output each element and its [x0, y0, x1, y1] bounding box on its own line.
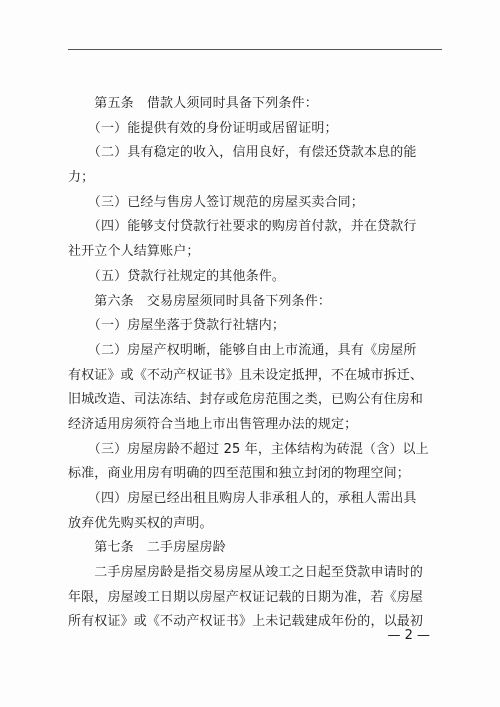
text-line: 二手房屋房龄是指交易房屋从竣工之日起至贷款申请时的 [68, 565, 424, 581]
text-line: （三）已经与售房人签订规范的房屋买卖合同； [68, 194, 364, 210]
text-line: 年限，房屋竣工日期以房屋产权证记载的日期为准，若《房屋 [68, 589, 424, 605]
header-rule [68, 49, 442, 50]
page-number: — 2 — [387, 628, 430, 643]
text-line: （一）房屋坐落于贷款行社辖内； [68, 318, 286, 334]
text-line: （四）房屋已经出租且购房人非承租人的，承租人需出具 [68, 491, 417, 506]
text-line: 经济适用房须符合当地上市出售管理办法的规定； [68, 416, 358, 432]
text-line: （二）具有稳定的收入，信用良好，有偿还贷款本息的能 [68, 145, 417, 161]
text-line: 第五条 借款人须同时具备下列条件： [68, 96, 318, 111]
document-body [68, 92, 440, 635]
text-line: 所有权证》或《不动产权证书》上未记载建成年份的，以最初 [68, 614, 424, 630]
text-line: 力； [68, 170, 95, 186]
text-line: （三）房屋房龄不超过 25 年，主体结构为砖混（含）以上 [68, 441, 429, 457]
text-line: （五）贷款行社规定的其他条件。 [68, 268, 286, 284]
text-line: 标准，商业用房有明确的四至范围和独立封闭的物理空间； [68, 466, 410, 482]
text-line: 放弃优先购买权的声明。 [68, 515, 213, 531]
text-line: 第七条 二手房屋房龄 [68, 540, 226, 556]
text-line: 有权证》或《不动产权证书》且未设定抵押，不在城市拆迁、 [68, 367, 424, 383]
text-line: （四）能够支付贷款行社要求的购房首付款，并在贷款行 [68, 219, 417, 235]
text-line: （一）能提供有效的身份证明或居留证明； [68, 120, 338, 136]
text-line: 社开立个人结算账户； [68, 244, 200, 260]
text-line: 第六条 交易房屋须同时具备下列条件： [68, 293, 332, 309]
text-line: （二）房屋产权明晰，能够自由上市流通，具有《房屋所 [68, 342, 417, 358]
text-line: 旧城改造、司法冻结、封存或危房范围之类，已购公有住房和 [68, 392, 424, 408]
